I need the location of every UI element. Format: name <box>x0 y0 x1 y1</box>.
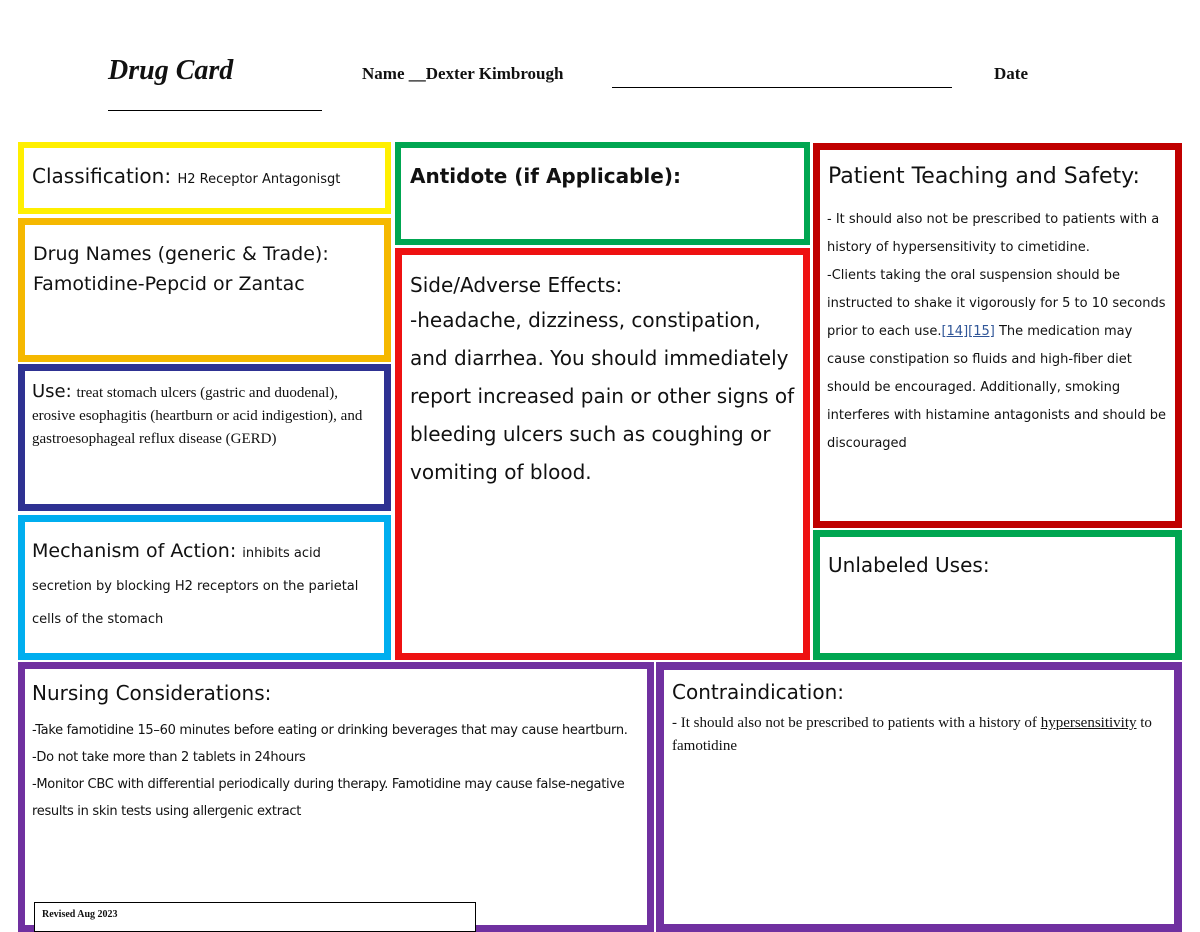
mechanism-label: Mechanism of Action: <box>32 540 237 562</box>
nursing-line: -Take famotidine 15–60 minutes before eating or drinking beverages that may cause heartburn. <box>32 723 628 738</box>
name-field <box>362 64 563 84</box>
card-title: Drug Card <box>108 55 234 86</box>
patient-teaching-line-2: -Clients taking the oral suspension should be instructed to shake it vigorously for 5 to 10 seconds prior to each use.[14][15] The medication may cause constipation so fluids and high-fiber diet should be encouraged. Additionally, smoking interferes with histamine antagonists and should be discouraged <box>827 268 1167 451</box>
side-effects-label: Side/Adverse Effects: <box>410 273 623 297</box>
use-label: Use: <box>32 381 72 402</box>
drug-names-label: Drug Names (generic & Trade): <box>33 243 329 265</box>
contraindication-box <box>656 662 1182 932</box>
mechanism-box <box>18 515 391 660</box>
classification-label: Classification: <box>32 164 172 188</box>
reference-link-15[interactable]: [15] <box>968 324 995 339</box>
patient-teaching-box <box>813 143 1182 528</box>
patient-teaching-line-1: - It should also not be prescribed to patients with a history of hypersensitivity to cimetidine. <box>827 212 1160 255</box>
nursing-considerations-box <box>18 662 654 932</box>
antidote-label: Antidote (if Applicable): <box>410 164 681 188</box>
patient-teaching-label: Patient Teaching and Safety: <box>828 164 1140 189</box>
mechanism-value: inhibits acid secretion by blocking H2 receptors on the parietal cells of the stomach <box>32 546 359 627</box>
nursing-considerations-label: Nursing Considerations: <box>32 681 272 705</box>
contraindication-value: - It should also not be prescribed to patients with a history of hypersensitivity to famotidine <box>672 715 1152 754</box>
drug-names-box <box>18 218 391 362</box>
side-effects-value: -headache, dizziness, constipation, and diarrhea. You should immediately report increased pain or other signs of bleeding ulcers such as coughing or vomiting of blood. <box>410 308 795 484</box>
contraindication-label: Contraindication: <box>672 680 844 704</box>
use-box <box>18 364 391 511</box>
antidote-box <box>395 142 810 245</box>
name-label: Name __ <box>362 64 426 83</box>
hypersensitivity-link[interactable]: hypersensitivity <box>1040 715 1137 731</box>
name-value: Dexter Kimbrough <box>425 64 564 83</box>
revision-note: Revised Aug 2023 <box>34 902 476 932</box>
nursing-line: -Do not take more than 2 tablets in 24hours <box>32 750 306 765</box>
unlabeled-uses-label: Unlabeled Uses: <box>828 553 990 577</box>
side-effects-box <box>395 248 810 660</box>
classification-box <box>18 142 391 214</box>
unlabeled-uses-box <box>813 530 1182 660</box>
drug-names-value: Famotidine-Pepcid or Zantac <box>33 273 305 295</box>
use-value: treat stomach ulcers (gastric and duodenal), erosive esophagitis (heartburn or acid indigestion), and gastroesophageal reflux disease (GERD) <box>32 385 363 447</box>
date-label: Date <box>994 64 1028 83</box>
name-underline <box>612 87 952 88</box>
classification-value: H2 Receptor Antagonisgt <box>177 172 341 187</box>
reference-link-14[interactable]: [14] <box>941 324 969 339</box>
date-underline <box>108 110 322 111</box>
nursing-line: -Monitor CBC with differential periodically during therapy. Famotidine may cause false-negative results in skin tests using allergenic extract <box>32 777 625 819</box>
